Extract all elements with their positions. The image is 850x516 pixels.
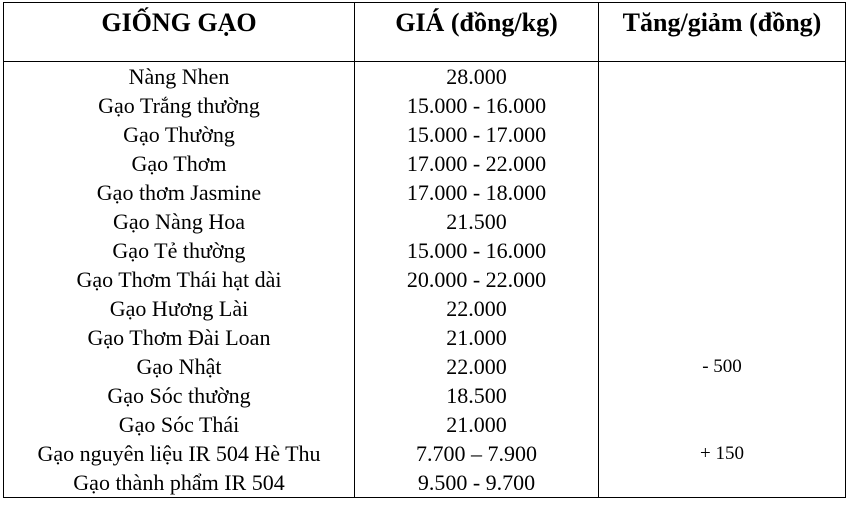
cell-price: 18.500 xyxy=(355,381,599,410)
cell-price: 20.000 - 22.000 xyxy=(355,265,599,294)
cell-variety: Gạo Thơm xyxy=(4,149,355,178)
cell-variety: Gạo Thơm Đài Loan xyxy=(4,323,355,352)
header-row xyxy=(4,3,846,62)
cell-variety: Gạo Sóc Thái xyxy=(4,410,355,439)
cell-price: 15.000 - 17.000 xyxy=(355,120,599,149)
cell-variety: Gạo Thường xyxy=(4,120,355,149)
cell-change: - 500 xyxy=(599,352,846,381)
cell-change xyxy=(599,207,846,236)
table-row xyxy=(4,120,846,149)
cell-change: + 150 xyxy=(599,439,846,468)
table-header xyxy=(4,3,846,62)
cell-price: 22.000 xyxy=(355,294,599,323)
cell-variety: Gạo Tẻ thường xyxy=(4,236,355,265)
cell-variety: Gạo nguyên liệu IR 504 Hè Thu xyxy=(4,439,355,468)
header-change: Tăng/giảm (đồng) xyxy=(599,3,846,62)
table-body xyxy=(4,62,846,498)
table-row xyxy=(4,178,846,207)
cell-change xyxy=(599,236,846,265)
cell-price: 9.500 - 9.700 xyxy=(355,468,599,498)
cell-change xyxy=(599,265,846,294)
cell-change xyxy=(599,410,846,439)
table-row xyxy=(4,91,846,120)
cell-price: 17.000 - 22.000 xyxy=(355,149,599,178)
table-row xyxy=(4,62,846,92)
cell-variety: Gạo Trắng thường xyxy=(4,91,355,120)
cell-change xyxy=(599,323,846,352)
cell-price: 15.000 - 16.000 xyxy=(355,236,599,265)
cell-price: 17.000 - 18.000 xyxy=(355,178,599,207)
cell-variety: Gạo Sóc thường xyxy=(4,381,355,410)
cell-change xyxy=(599,62,846,92)
table-row xyxy=(4,236,846,265)
table-row xyxy=(4,265,846,294)
cell-variety: Gạo thơm Jasmine xyxy=(4,178,355,207)
cell-variety: Gạo Thơm Thái hạt dài xyxy=(4,265,355,294)
table-row xyxy=(4,439,846,468)
cell-variety: Nàng Nhen xyxy=(4,62,355,92)
cell-price: 22.000 xyxy=(355,352,599,381)
table-row xyxy=(4,381,846,410)
header-variety: GIỐNG GẠO xyxy=(4,3,355,62)
cell-variety: Gạo Nhật xyxy=(4,352,355,381)
cell-price: 15.000 - 16.000 xyxy=(355,91,599,120)
table-row xyxy=(4,468,846,498)
cell-price: 21.000 xyxy=(355,323,599,352)
table-row xyxy=(4,149,846,178)
table-row xyxy=(4,207,846,236)
cell-variety: Gạo thành phẩm IR 504 xyxy=(4,468,355,498)
cell-price: 7.700 – 7.900 xyxy=(355,439,599,468)
cell-change xyxy=(599,149,846,178)
table-row xyxy=(4,323,846,352)
cell-variety: Gạo Hương Lài xyxy=(4,294,355,323)
cell-price: 21.500 xyxy=(355,207,599,236)
cell-price: 21.000 xyxy=(355,410,599,439)
cell-change xyxy=(599,381,846,410)
cell-variety: Gạo Nàng Hoa xyxy=(4,207,355,236)
table-row xyxy=(4,294,846,323)
cell-change xyxy=(599,91,846,120)
cell-price: 28.000 xyxy=(355,62,599,92)
header-price: GIÁ (đồng/kg) xyxy=(355,3,599,62)
table-row xyxy=(4,410,846,439)
cell-change xyxy=(599,178,846,207)
cell-change xyxy=(599,120,846,149)
table-row xyxy=(4,352,846,381)
cell-change xyxy=(599,468,846,498)
cell-change xyxy=(599,294,846,323)
rice-price-table xyxy=(3,2,846,498)
